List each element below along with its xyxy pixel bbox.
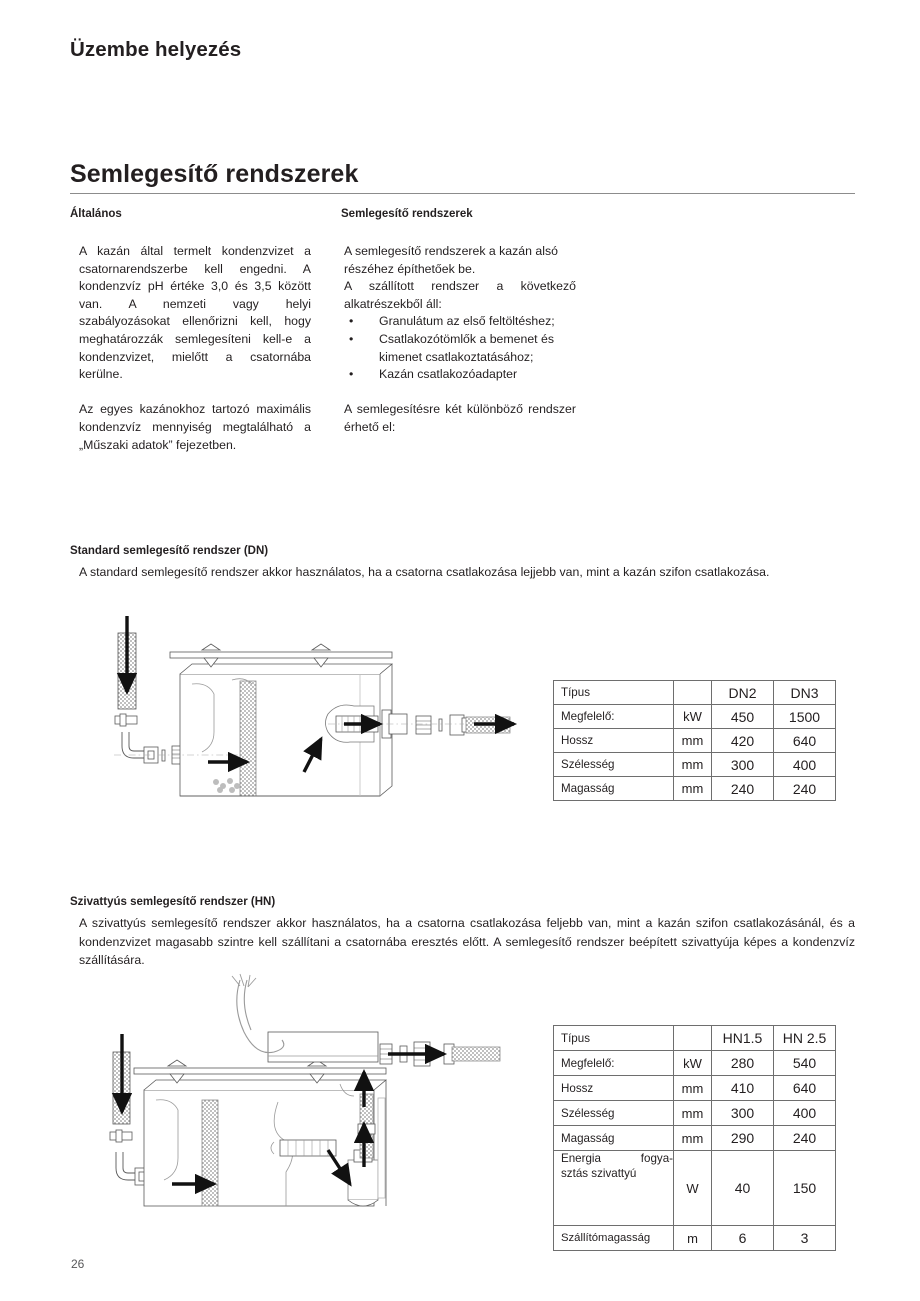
row-label-energy (554, 1151, 674, 1226)
row-unit: mm (674, 1101, 712, 1126)
intro-right-paragraph-1: A semlegesítő rendszerek a kazán alsó részéhez építhetőek be. (344, 244, 558, 276)
row-value-hn15: 280 (712, 1051, 774, 1076)
table-header-unit (674, 1026, 712, 1051)
row-label: Hossz (554, 729, 674, 753)
intro-right-body (344, 243, 576, 437)
table-row (554, 1026, 836, 1051)
row-value-dn2: 450 (712, 705, 774, 729)
table-header-dn2: DN2 (712, 681, 774, 705)
row-value-dn3: 400 (774, 753, 836, 777)
table-row (554, 753, 836, 777)
row-label: Szélesség (554, 753, 674, 777)
table-row (554, 729, 836, 753)
bullet-icon: • (349, 367, 354, 382)
table-row (554, 777, 836, 801)
row-value-hn15: 40 (712, 1151, 774, 1226)
standard-neutralization-system-diagram (92, 606, 544, 816)
row-unit: kW (674, 705, 712, 729)
row-value-hn15: 290 (712, 1126, 774, 1151)
row-label: Magasság (554, 777, 674, 801)
section-hn-heading: Szivattyús semlegesítő rendszer (HN) (70, 896, 276, 908)
running-head: Üzembe helyezés (70, 38, 242, 61)
row-label: Szélesség (554, 1101, 674, 1126)
bullet-icon: • (349, 314, 354, 329)
list-item-label: Granulátum az első feltöltéshez; (379, 314, 555, 329)
row-value-hn15: 410 (712, 1076, 774, 1101)
row-unit: mm (674, 729, 712, 753)
table-header-hn25: HN 2.5 (774, 1026, 836, 1051)
row-label: Megfelelő: (554, 705, 674, 729)
row-value-dn3: 640 (774, 729, 836, 753)
table-header-type: Típus (554, 681, 674, 705)
row-value-hn15: 6 (712, 1226, 774, 1251)
list-item (344, 313, 576, 331)
page-title: Semlegesítő rendszerek (70, 160, 359, 188)
row-value-dn3: 1500 (774, 705, 836, 729)
list-item-label: Kazán csatlakozóadapter (379, 367, 518, 382)
pumped-neutralization-system-diagram (92, 972, 544, 1212)
row-value-dn2: 240 (712, 777, 774, 801)
row-label: Hossz (554, 1076, 674, 1101)
row-value-hn25: 150 (774, 1151, 836, 1226)
section-dn-body: A standard semlegesítő rendszer akkor használatos, ha a csatorna csatlakozása lejjebb van, mint a kazán szifon csatlakozása. (79, 565, 770, 579)
component-list (344, 313, 576, 383)
row-label: Szállítómagasság (554, 1226, 674, 1251)
row-label-line-2: sztás szivattyú (561, 1167, 637, 1180)
row-value-hn25: 3 (774, 1226, 836, 1251)
table-hn-specs (553, 1025, 836, 1251)
row-unit: mm (674, 1076, 712, 1101)
table-header-dn3: DN3 (774, 681, 836, 705)
row-unit: kW (674, 1051, 712, 1076)
row-unit: mm (674, 1126, 712, 1151)
intro-left-body (79, 243, 311, 454)
row-value-hn25: 240 (774, 1126, 836, 1151)
intro-right-heading: Semlegesítő rendszerek (341, 208, 473, 220)
row-unit: mm (674, 753, 712, 777)
intro-right-paragraph-3: A semlegesítésre két különböző rendszer érhető el: (344, 402, 576, 434)
list-item (344, 366, 576, 384)
row-value-hn25: 640 (774, 1076, 836, 1101)
row-label-line-1: Energia fogya- (561, 1152, 673, 1165)
row-unit: mm (674, 777, 712, 801)
list-item (344, 331, 576, 366)
table-row (554, 705, 836, 729)
row-value-dn2: 420 (712, 729, 774, 753)
page-number: 26 (71, 1257, 85, 1271)
section-hn-body: A szivattyús semlegesítő rendszer akkor használatos, ha a csatorna csatlakozása feljebb van, mint a kazán szifon csatlakozásánál, és a kondenzvizet magasabb szintre kell szállítani a csatornába eresztés előtt. A semlegesítő rendszer beépített szivattyúja képes a kondenzvíz szállítására. (79, 916, 855, 967)
row-value-hn25: 400 (774, 1101, 836, 1126)
table-row (554, 1126, 836, 1151)
table-row (554, 1226, 836, 1251)
table-row (554, 1101, 836, 1126)
section-dn-heading: Standard semlegesítő rendszer (DN) (70, 545, 269, 557)
intro-left-paragraph-1: A kazán által termelt kondenzvizet a csatornarendszerbe kell engedni. A kondenzvíz pH értéke 3,0 és 3,5 között van. A nemzeti vagy helyi szabályozásokat ellenőrizni kell, hogy meghatározzák semlegesíteni kell-e a kondenzvizet, mielőtt a csatornába kerülne. (79, 244, 311, 382)
row-value-hn25: 540 (774, 1051, 836, 1076)
row-value-hn15: 300 (712, 1101, 774, 1126)
list-item-label: Csatlakozótömlők a bemenet és kimenet csatlakoztatásához; (379, 331, 554, 364)
table-row (554, 1151, 836, 1226)
table-header-unit (674, 681, 712, 705)
table-row (554, 681, 836, 705)
row-value-dn3: 240 (774, 777, 836, 801)
table-row (554, 1051, 836, 1076)
title-divider (70, 193, 855, 194)
bullet-icon: • (349, 331, 354, 346)
row-value-dn2: 300 (712, 753, 774, 777)
intro-left-heading: Általános (70, 208, 122, 220)
row-unit: W (674, 1151, 712, 1226)
table-dn-specs (553, 680, 836, 801)
intro-left-paragraph-2: Az egyes kazánokhoz tartozó maximális kondenzvíz mennyiség megtalálható a „Műszaki adatok” fejezetben. (79, 402, 311, 452)
table-row (554, 1076, 836, 1101)
row-label: Megfelelő: (554, 1051, 674, 1076)
table-header-type: Típus (554, 1026, 674, 1051)
row-label: Magasság (554, 1126, 674, 1151)
table-header-hn15: HN1.5 (712, 1026, 774, 1051)
intro-right-paragraph-2: A szállított rendszer a következő alkatrészekből áll: (344, 279, 576, 311)
row-unit: m (674, 1226, 712, 1251)
